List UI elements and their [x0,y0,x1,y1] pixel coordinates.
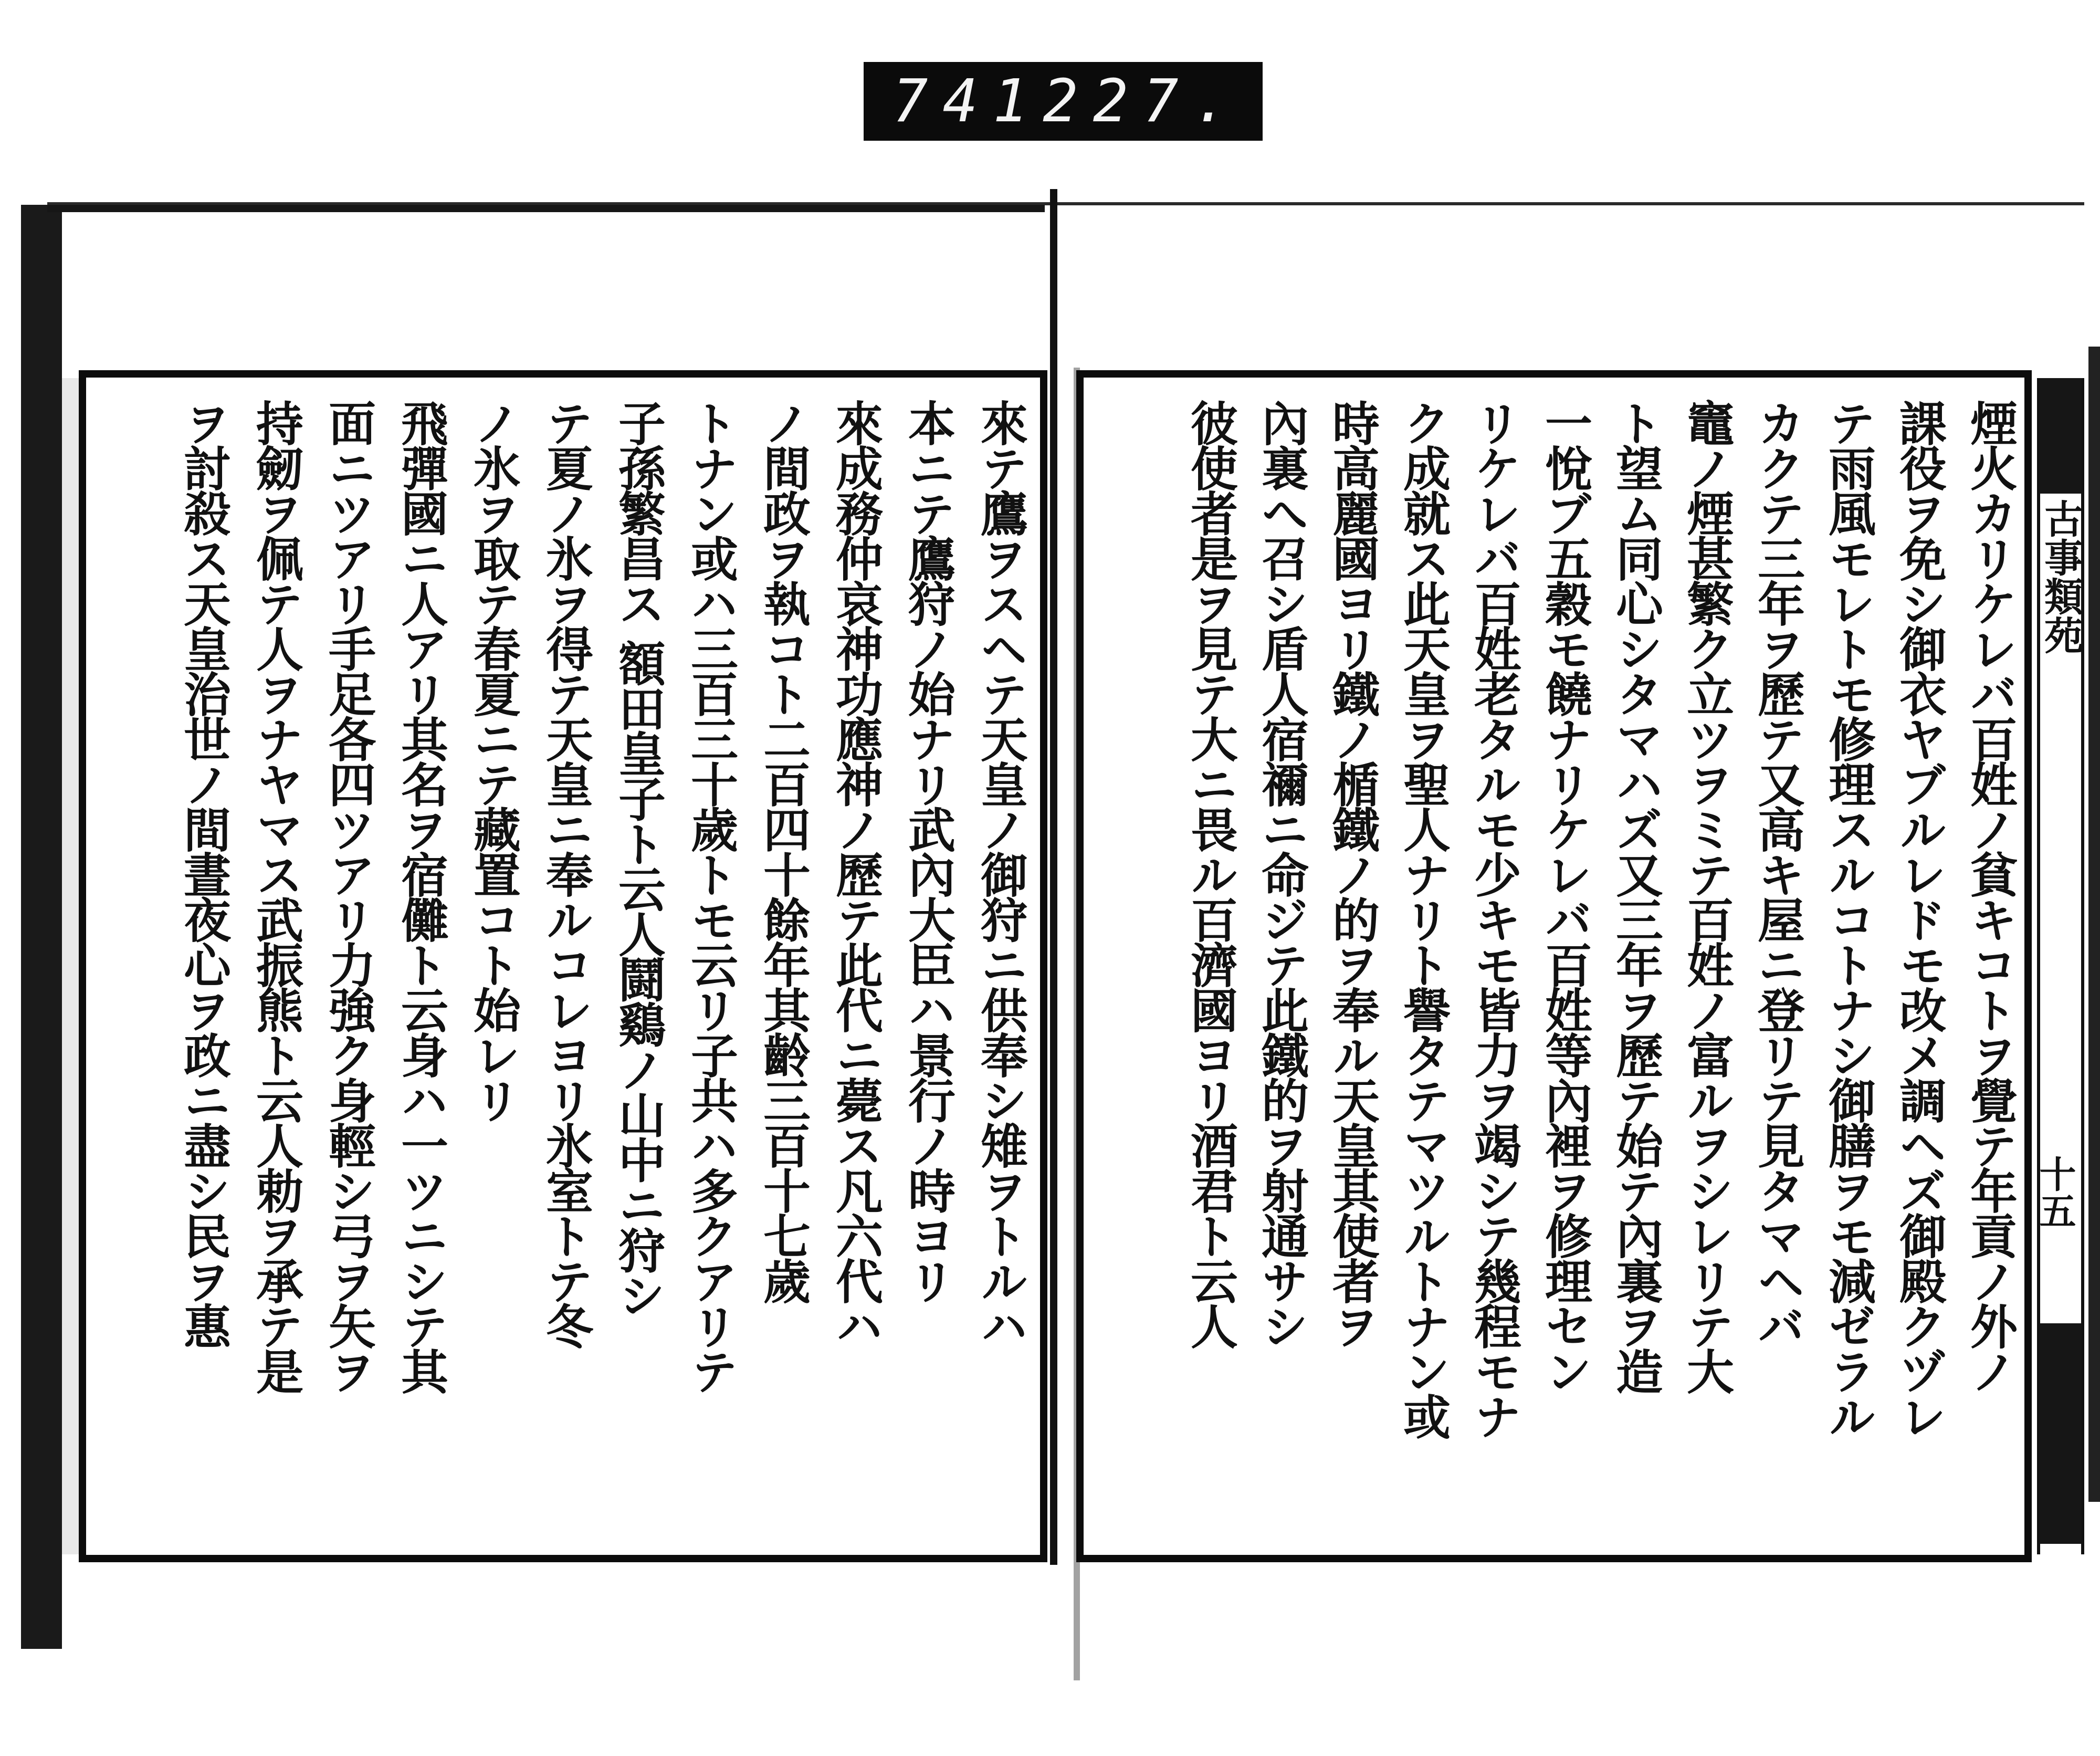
left-col-5: トナン或ハ三百三十歲トモ云リ子共ハ多クアリテ [682,399,738,1393]
left-col-12: ヲ討殺ス天皇治世ノ間晝夜心ヲ政ニ盡シ民ヲ惠 [175,399,231,1347]
left-margin-strip [62,378,79,1554]
catalog-label [864,62,1263,141]
right-col-2: 課役ヲ免シ御衣ヤブルレドモ改メ調ヘズ御殿クヅレ [1891,399,1947,1438]
left-col-8: ノ氷ヲ取テ春夏ニテ藏置コト始レリ [465,399,521,1122]
right-col-12: 彼使者是ヲ見テ大ニ畏ル百濟國ヨリ酒君ト云人 [1182,399,1238,1347]
book-spine [1050,189,1057,1565]
catalog-number-left: 741 [892,67,1043,135]
left-col-3: 來成務仲哀神功應神ノ歷テ此代ニ薨ス凡六代ハ [827,399,883,1347]
right-col-9: ク成就ス此天皇ヲ聖人ナリト譽タテマツルトナン或 [1395,399,1451,1438]
right-col-1: 煙火カリケレバ百姓ノ貧キコトヲ覺テ年貢ノ外ノ [1962,399,2018,1393]
left-col-7: テ夏ノ氷ヲ得テ天皇ニ奉ルコレヨリ氷室トテ冬 [538,399,593,1347]
left-col-4: ノ間政ヲ執コト二百四十餘年其齡三百十七歲 [755,399,811,1302]
margin-black-top [2040,378,2082,494]
left-col-10: 面ニツアリ手足各四ツアリ力強ク身輕シ弓ヲ矢ヲ [320,399,376,1393]
right-col-10: 時高麗國ヨリ鐵ノ楯鐵ノ的ヲ奉ル天皇其使者ヲ [1324,399,1380,1347]
right-col-11: 內裏へ召シ盾人宿禰ニ命ジテ此鐵的ヲ射通サシ [1253,399,1309,1347]
catalog-number-right: 227. [1043,67,1244,135]
scan-edge-right [2088,347,2100,1502]
margin-black-bottom [2040,1323,2082,1544]
margin-title: 古事類苑 [2038,499,2083,654]
left-col-9: 飛彈國ニ人アリ其名ヲ宿儺ト云身ハ一ツニシテ其 [393,399,448,1393]
left-col-6: 子孫繁昌ス 額田皇子ト云人鬪鷄ノ山中ニ狩シ [610,399,666,1317]
right-col-4: カクテ三年ヲ歷テ又高キ屋ニ登リテ見タマヘバ [1749,399,1805,1347]
right-col-5: 竈ノ煙甚繁ク立ツヲミテ百姓ノ富ルヲシレリテ大 [1678,399,1734,1393]
right-col-7: 一悅ブ五穀モ饒ナリケレバ百姓等內裡ヲ修理セン [1537,399,1592,1393]
left-col-2: 本ニテ鷹狩ノ始ナリ武內大臣ハ景行ノ時ヨリ [900,399,956,1302]
scan-edge-left [21,205,62,1649]
top-rule-left [47,205,1045,212]
margin-folio: 十五 [2033,1155,2077,1229]
left-col-11: 持劒ヲ佩テ人ヲナヤマス武振熊ト云人勅ヲ承テ是 [248,399,303,1393]
left-col-1: 來テ鷹ヲスヘテ天皇ノ御狩ニ供奉シ雉ヲトルハ [972,399,1028,1347]
right-col-8: リケレバ百姓老タルモ少キモ皆力ヲ竭シテ幾程モナ [1466,399,1521,1438]
right-col-6: ト望ム同心シタマハズ又三年ヲ歷テ始テ內裏ヲ造 [1608,399,1663,1393]
right-col-3: テ雨風モレトモ修理スルコトナシ御膳ヲモ減ゼラル [1820,399,1876,1438]
